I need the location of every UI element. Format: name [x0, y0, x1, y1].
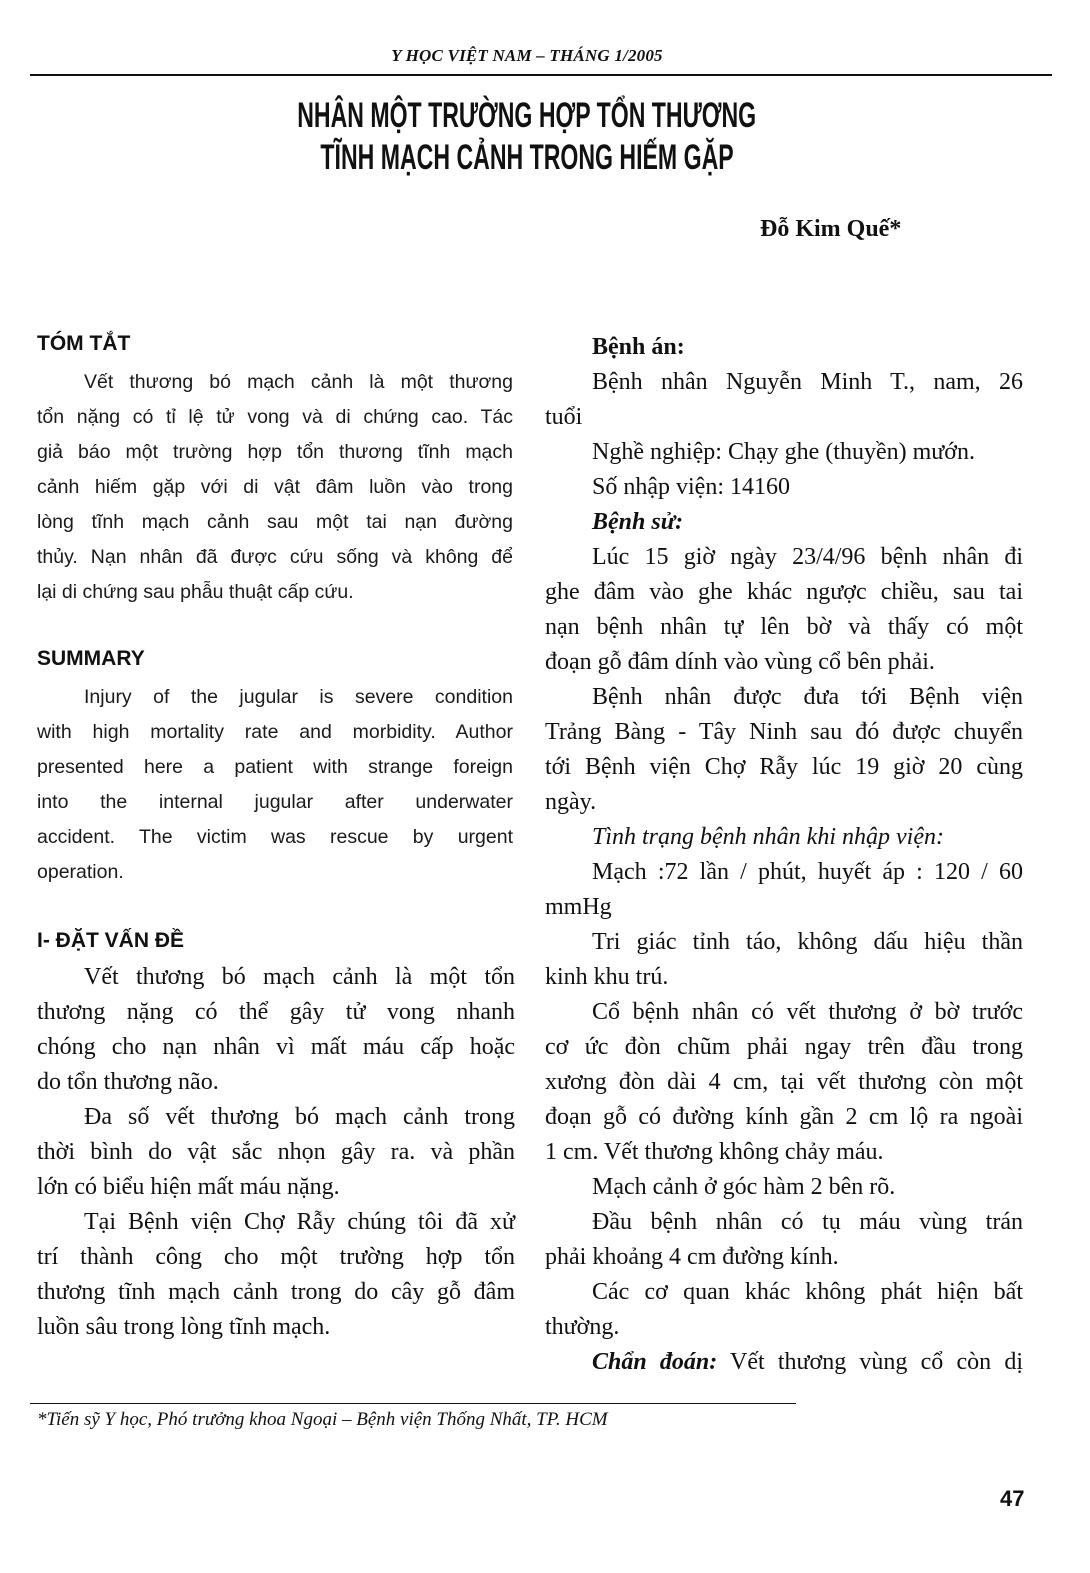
- text-line: Bệnh sử:: [592, 509, 684, 535]
- text-line: operation.: [37, 861, 124, 883]
- inline-label: Chẩn đoán:: [592, 1349, 718, 1375]
- text-line: luồn sâu trong lòng tĩnh mạch.: [37, 1314, 331, 1340]
- footnote: *Tiến sỹ Y học, Phó trưởng khoa Ngoại – Bệnh viện Thống Nhất, TP. HCM: [37, 1409, 608, 1430]
- text-line: Các cơ quan khác không phát hiện bất: [592, 1279, 1023, 1305]
- text-line: Mạch cảnh ở góc hàm 2 bên rõ.: [592, 1174, 896, 1200]
- article-title-line-2: [0, 138, 1054, 178]
- text-line: do tổn thương não.: [37, 1069, 219, 1095]
- section-heading: I- ĐẶT VẤN ĐỀ: [37, 929, 184, 952]
- text-line: Tri giác tỉnh táo, không dấu hiệu thần: [592, 929, 1023, 955]
- text-line: ghe đâm vào ghe khác ngược chiều, sau tai: [545, 579, 1023, 605]
- text-line: phải khoảng 4 cm đường kính.: [545, 1244, 839, 1270]
- text-line: tuổi: [545, 404, 583, 430]
- text-line: Tại Bệnh viện Chợ Rẫy chúng tôi đã xử: [84, 1209, 515, 1235]
- text-line: tới Bệnh viện Chợ Rẫy lúc 19 giờ 20 cùng: [545, 754, 1023, 780]
- abstract-heading: TÓM TẮT: [37, 332, 131, 355]
- text-line: with high mortality rate and morbidity. Author: [37, 721, 513, 743]
- title-text: NHÂN MỘT TRƯỜNG HỢP TỔN THƯƠNG: [297, 96, 757, 135]
- header-rule: [30, 74, 1052, 76]
- text-line: Số nhập viện: 14160: [592, 474, 790, 500]
- text-line: accident. The victim was rescue by urgent: [37, 826, 513, 848]
- text-line: kinh khu trú.: [545, 964, 669, 990]
- author: Đỗ Kim Quế*: [760, 216, 902, 242]
- text-line: thường.: [545, 1314, 620, 1340]
- introduction-body: [37, 960, 515, 1345]
- text-line: Vết thương bó mạch cảnh là một thương: [84, 371, 513, 393]
- text-line: lớn có biểu hiện mất máu nặng.: [37, 1174, 340, 1200]
- text-line: Injury of the jugular is severe condition: [84, 686, 513, 708]
- text-line: nạn bệnh nhân tự lên bờ và thấy có một: [545, 614, 1023, 640]
- summary-body: [37, 680, 513, 890]
- text-line: 1 cm. Vết thương không chảy máu.: [545, 1139, 884, 1165]
- text-line: Lúc 15 giờ ngày 23/4/96 bệnh nhân đi: [592, 544, 1023, 570]
- summary-heading: SUMMARY: [37, 647, 145, 670]
- text-line: trí thành công cho một trường hợp tổn: [37, 1244, 515, 1270]
- title-text: TĨNH MẠCH CẢNH TRONG HIẾM GẶP: [320, 138, 734, 177]
- line-text: Vết thương vùng cổ còn dị: [730, 1349, 1023, 1375]
- text-line: Bệnh án:: [592, 334, 685, 360]
- text-line: Đa số vết thương bó mạch cảnh trong: [84, 1104, 515, 1130]
- case-report-body: [545, 330, 1023, 1380]
- text-line: Bệnh nhân Nguyễn Minh T., nam, 26: [592, 369, 1023, 395]
- text-line: Nghề nghiệp: Chạy ghe (thuyền) mướn.: [592, 439, 975, 465]
- article-title-line-1: [0, 96, 1054, 136]
- text-line: lại di chứng sau phẫu thuật cấp cứu.: [37, 581, 354, 603]
- text-line: lòng tĩnh mạch cảnh sau một tai nạn đường: [37, 511, 513, 533]
- text-line: thương nặng có thể gây tử vong nhanh: [37, 999, 515, 1025]
- text-line: cảnh hiếm gặp với di vật đâm luồn vào trong: [37, 476, 513, 498]
- running-head: Y HỌC VIỆT NAM – THÁNG 1/2005: [391, 46, 663, 65]
- text-line: thời bình do vật sắc nhọn gây ra. và phần: [37, 1139, 515, 1165]
- text-line: thương tĩnh mạch cảnh trong do cây gỗ đâm: [37, 1279, 515, 1305]
- footnote-rule: [30, 1403, 796, 1404]
- text-line: into the internal jugular after underwater: [37, 791, 513, 813]
- text-line: ngày.: [545, 789, 597, 815]
- text-line: tổn nặng có tỉ lệ tử vong và di chứng cao. Tác: [37, 406, 513, 428]
- abstract-body: [37, 365, 513, 610]
- text-line: Bệnh nhân được đưa tới Bệnh viện: [592, 684, 1023, 710]
- text-line: xương đòn dài 4 cm, tại vết thương còn một: [545, 1069, 1023, 1095]
- text-line: presented here a patient with strange foreign: [37, 756, 513, 778]
- text-line: thủy. Nạn nhân đã được cứu sống và không để: [37, 546, 513, 568]
- text-line: cơ ức đòn chũm phải ngay trên đầu trong: [545, 1034, 1023, 1060]
- text-line: đoạn gỗ có đường kính gần 2 cm lộ ra ngoài: [545, 1104, 1023, 1130]
- text-line: đoạn gỗ đâm dính vào vùng cổ bên phải.: [545, 649, 935, 675]
- text-line: mmHg: [545, 894, 612, 920]
- text-line: Tình trạng bệnh nhân khi nhập viện:: [592, 824, 944, 850]
- text-line: Trảng Bàng - Tây Ninh sau đó được chuyển: [545, 719, 1023, 745]
- text-line: Vết thương bó mạch cảnh là một tổn: [84, 964, 515, 990]
- text-line: giả báo một trường hợp tổn thương tĩnh mạch: [37, 441, 513, 463]
- text-line: chóng cho nạn nhân vì mất máu cấp hoặc: [37, 1034, 515, 1060]
- text-line: Đầu bệnh nhân có tụ máu vùng trán: [592, 1209, 1023, 1235]
- page-number: 47: [1000, 1486, 1025, 1511]
- text-line: [545, 1345, 1023, 1380]
- text-line: Mạch :72 lần / phút, huyết áp : 120 / 60: [592, 859, 1023, 885]
- text-line: Cổ bệnh nhân có vết thương ở bờ trước: [592, 999, 1023, 1025]
